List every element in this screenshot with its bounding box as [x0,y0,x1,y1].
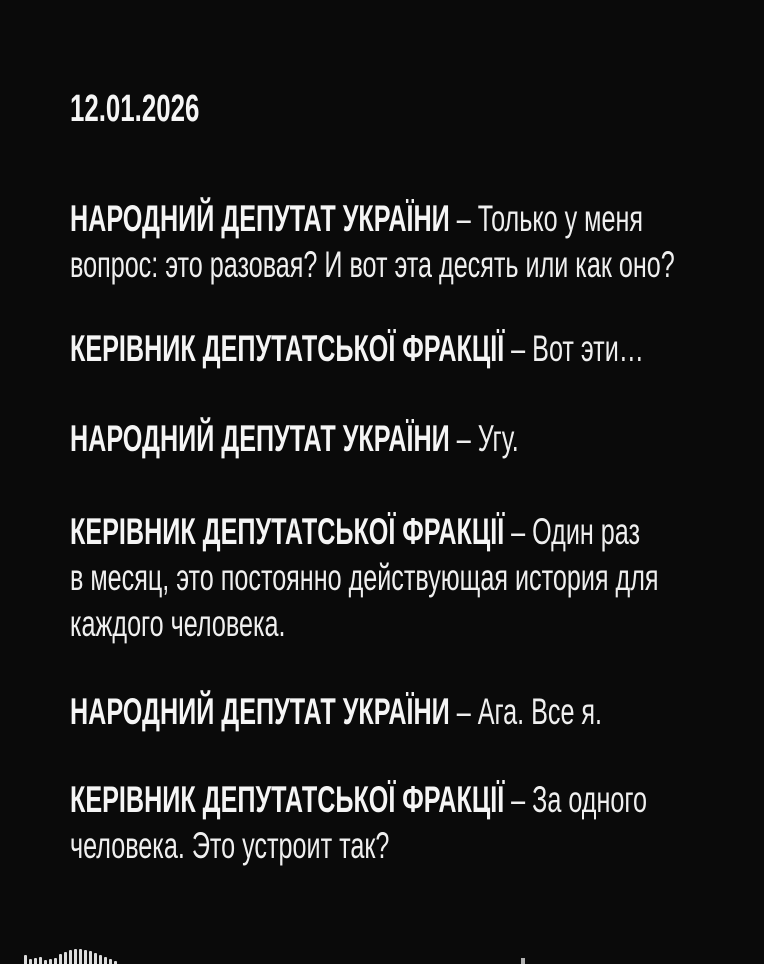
transcript-message [70,416,736,462]
audio-waveform-icon [24,947,117,964]
dialogue-text: – За одного [511,779,647,820]
dialogue-text: – Ага. Все я. [456,691,603,732]
dialogue-text: каждого человека. [70,603,286,644]
dialogue-text: – Один раз [511,511,641,552]
dialogue-text: – Угу. [456,418,519,459]
dialogue-text: – Только у меня [456,198,643,239]
dialogue-text: – Вот эти… [511,328,644,369]
dialogue-text: вопрос: это разовая? И вот эта десять или как оно? [70,244,675,285]
transcript-message [70,777,736,869]
transcript-message [70,689,736,735]
date-label: 12.01.2026 [70,88,200,130]
speaker-name: НАРОДНИЙ ДЕПУТАТ УКРАЇНИ [70,691,450,732]
speaker-name: НАРОДНИЙ ДЕПУТАТ УКРАЇНИ [70,418,450,459]
transcript-message [70,509,736,647]
dialogue-text: человека. Это устроит так? [70,825,390,866]
speaker-name: КЕРІВНИК ДЕПУТАТСЬКОЇ ФРАКЦІЇ [70,328,505,369]
transcript-message [70,196,736,288]
speaker-name: КЕРІВНИК ДЕПУТАТСЬКОЇ ФРАКЦІЇ [70,511,505,552]
transcript-message [70,326,736,372]
speaker-name: КЕРІВНИК ДЕПУТАТСЬКОЇ ФРАКЦІЇ [70,779,505,820]
speaker-name: НАРОДНИЙ ДЕПУТАТ УКРАЇНИ [70,198,450,239]
dialogue-text: в месяц, это постоянно действующая история для [70,557,659,598]
cutoff-glyph-top [521,958,525,964]
